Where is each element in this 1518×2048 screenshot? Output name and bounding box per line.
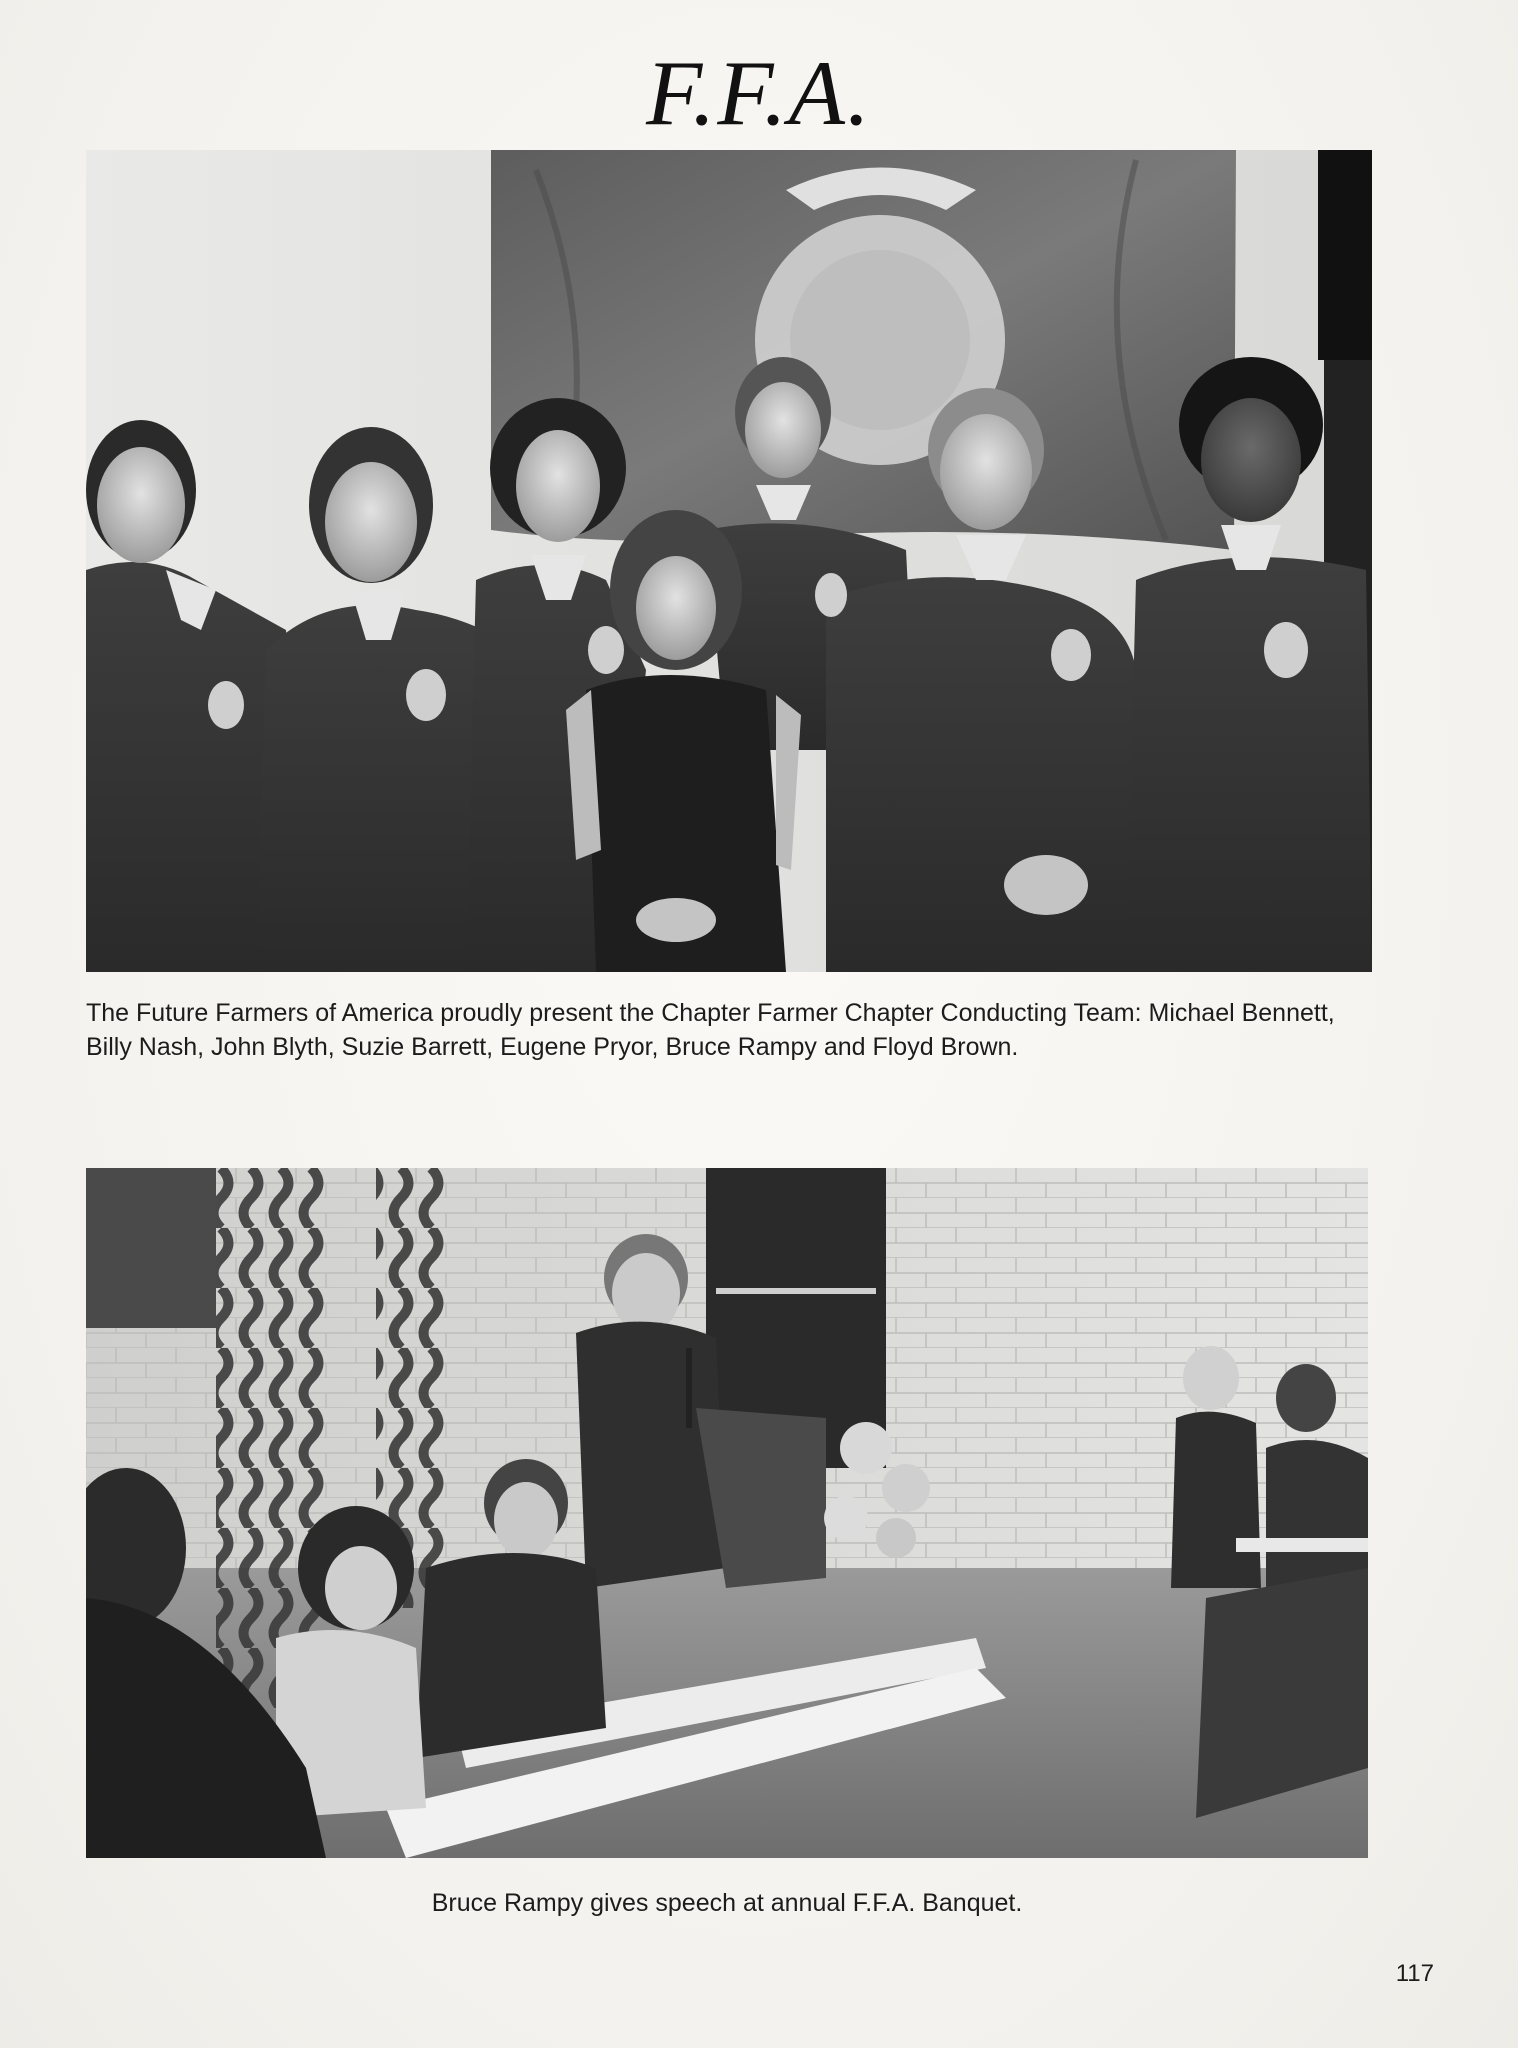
banquet-photo — [86, 1168, 1368, 1858]
page-title: F.F.A. — [646, 42, 872, 144]
group-photo — [86, 150, 1372, 972]
banquet-photo-caption: Bruce Rampy gives speech at annual F.F.A. Banquet. — [431, 1889, 1023, 1917]
group-photo-image — [86, 150, 1372, 972]
group-photo-caption: The Future Farmers of America proudly present the Chapter Farmer Chapter Conducting Team: Michael Bennett, Billy Nash, John Blyth, Suzie Barrett, Eugene Pryor, Bruce Rampy and Floyd Brown. — [86, 999, 1335, 1061]
banquet-photo-image — [86, 1168, 1368, 1858]
page-number: 117 — [1395, 1960, 1434, 1987]
